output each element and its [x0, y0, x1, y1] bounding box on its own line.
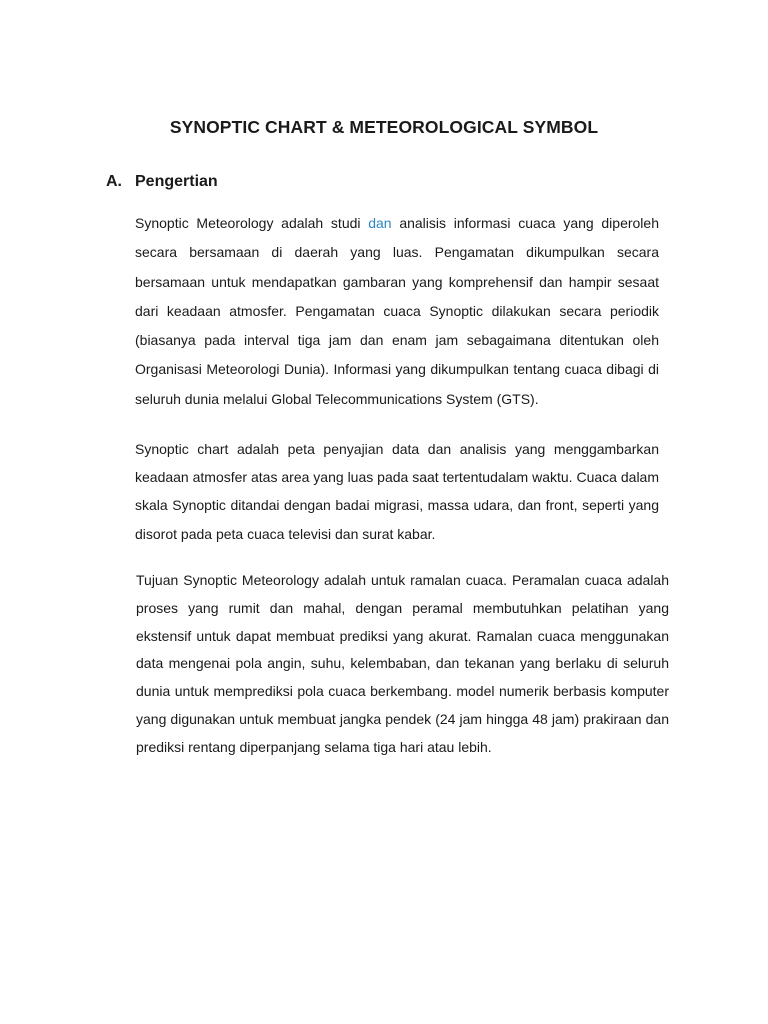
paragraph-synoptic-chart: Synoptic chart adalah peta penyajian data dan analisis yang menggambarkan keadaan atmosfer atas area yang luas pada saat tertentudalam waktu. Cuaca dalam skala Synoptic ditandai dengan badai migrasi, massa udara, dan front, seperti yang disorot pada peta cuaca televisi dan surat kabar. [135, 441, 659, 542]
document-title: SYNOPTIC CHART & METEOROLOGICAL SYMBOL [169, 117, 599, 137]
paragraph-synoptic-meteorology [135, 209, 659, 414]
section-title: Pengertian [135, 173, 218, 190]
paragraph-text: analisis informasi cuaca yang diperoleh secara bersamaan di daerah yang luas. Pengamatan dikumpulkan secara bersamaan untuk mendapatkan gambaran yang komprehensif dan hampir sesaat dari keadaan atmosfer. Pengamatan cuaca Synoptic dilakukan secara periodik (biasanya pada interval tiga jam dan enam jam sebagaimana ditentukan oleh Organisasi Meteorologi Dunia). Informasi yang dikumpulkan tentang cuaca dibagi di seluruh dunia melalui Global Telecommunications System (GTS). [135, 215, 659, 407]
paragraph-text: Synoptic Meteorology adalah studi [135, 215, 369, 231]
link-dan[interactable]: dan [368, 215, 392, 231]
paragraph-tujuan: Tujuan Synoptic Meteorology adalah untuk ramalan cuaca. Peramalan cuaca adalah proses yang rumit dan mahal, dengan peramal membutuhkan pelatihan yang ekstensif untuk dapat membuat prediksi yang akurat. Ramalan cuaca menggunakan data mengenai pola angin, suhu, kelembaban, dan tekanan yang berlaku di seluruh dunia untuk memprediksi pola cuaca berkembang. model numerik berbasis komputer yang digunakan untuk membuat jangka pendek (24 jam hingga 48 jam) prakiraan dan prediksi rentang diperpanjang selama tiga hari atau lebih. [136, 572, 669, 755]
section-letter: A. [106, 173, 122, 190]
section-heading [106, 173, 218, 191]
